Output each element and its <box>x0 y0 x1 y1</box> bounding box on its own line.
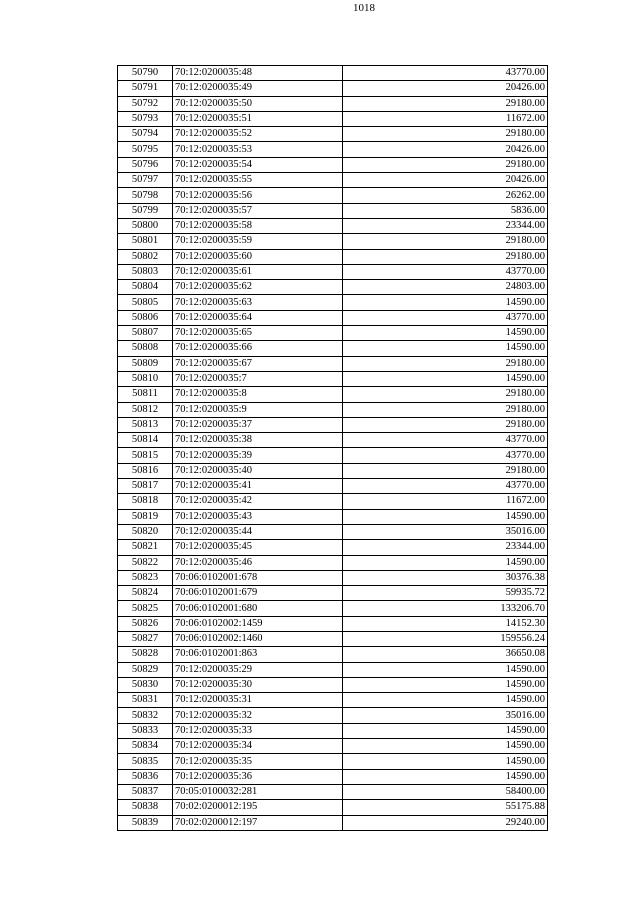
value-cell: 29180.00 <box>343 387 548 402</box>
row-number-cell: 50822 <box>118 555 173 570</box>
cadastral-number-cell: 70:12:0200035:41 <box>173 479 343 494</box>
value-cell: 23344.00 <box>343 218 548 233</box>
row-number-cell: 50836 <box>118 769 173 784</box>
table-row <box>118 739 548 754</box>
cadastral-number-cell: 70:12:0200035:40 <box>173 463 343 478</box>
row-number-cell: 50801 <box>118 234 173 249</box>
value-cell: 23344.00 <box>343 540 548 555</box>
value-cell: 14590.00 <box>343 739 548 754</box>
row-number-cell: 50812 <box>118 402 173 417</box>
row-number-cell: 50810 <box>118 371 173 386</box>
row-number-cell: 50797 <box>118 173 173 188</box>
value-cell: 29180.00 <box>343 356 548 371</box>
table-row <box>118 800 548 815</box>
value-cell: 14590.00 <box>343 769 548 784</box>
value-cell: 43770.00 <box>343 479 548 494</box>
row-number-cell: 50819 <box>118 509 173 524</box>
table-row <box>118 570 548 585</box>
row-number-cell: 50799 <box>118 203 173 218</box>
row-number-cell: 50798 <box>118 188 173 203</box>
row-number-cell: 50808 <box>118 341 173 356</box>
value-cell: 14590.00 <box>343 295 548 310</box>
value-cell: 29180.00 <box>343 463 548 478</box>
row-number-cell: 50824 <box>118 586 173 601</box>
value-cell: 14590.00 <box>343 693 548 708</box>
cadastral-number-cell: 70:12:0200035:53 <box>173 142 343 157</box>
value-cell: 36650.08 <box>343 647 548 662</box>
cadastral-number-cell: 70:12:0200035:37 <box>173 417 343 432</box>
value-cell: 14590.00 <box>343 677 548 692</box>
cadastral-number-cell: 70:06:0102001:678 <box>173 570 343 585</box>
table-row <box>118 815 548 830</box>
cadastral-number-cell: 70:12:0200035:60 <box>173 249 343 264</box>
table-row <box>118 387 548 402</box>
cadastral-number-cell: 70:12:0200035:43 <box>173 509 343 524</box>
table-row <box>118 708 548 723</box>
cadastral-number-cell: 70:12:0200035:29 <box>173 662 343 677</box>
row-number-cell: 50838 <box>118 800 173 815</box>
value-cell: 26262.00 <box>343 188 548 203</box>
row-number-cell: 50818 <box>118 494 173 509</box>
cadastral-number-cell: 70:12:0200035:42 <box>173 494 343 509</box>
value-cell: 59935.72 <box>343 586 548 601</box>
row-number-cell: 50833 <box>118 723 173 738</box>
row-number-cell: 50827 <box>118 631 173 646</box>
table-row <box>118 188 548 203</box>
cadastral-number-cell: 70:12:0200035:54 <box>173 157 343 172</box>
value-cell: 14590.00 <box>343 754 548 769</box>
cadastral-number-cell: 70:12:0200035:59 <box>173 234 343 249</box>
row-number-cell: 50804 <box>118 280 173 295</box>
value-cell: 43770.00 <box>343 66 548 81</box>
value-cell: 11672.00 <box>343 494 548 509</box>
value-cell: 58400.00 <box>343 784 548 799</box>
value-cell: 29180.00 <box>343 96 548 111</box>
value-cell: 14590.00 <box>343 662 548 677</box>
value-cell: 29180.00 <box>343 402 548 417</box>
table-row <box>118 616 548 631</box>
cadastral-number-cell: 70:12:0200035:66 <box>173 341 343 356</box>
cadastral-number-cell: 70:12:0200035:8 <box>173 387 343 402</box>
row-number-cell: 50820 <box>118 524 173 539</box>
page-number: 1018 <box>353 2 375 14</box>
registry-table-body <box>118 66 548 831</box>
cadastral-number-cell: 70:12:0200035:9 <box>173 402 343 417</box>
cadastral-number-cell: 70:12:0200035:64 <box>173 310 343 325</box>
table-row <box>118 524 548 539</box>
value-cell: 5836.00 <box>343 203 548 218</box>
cadastral-number-cell: 70:06:0102001:680 <box>173 601 343 616</box>
row-number-cell: 50816 <box>118 463 173 478</box>
table-row <box>118 280 548 295</box>
value-cell: 24803.00 <box>343 280 548 295</box>
cadastral-number-cell: 70:12:0200035:7 <box>173 371 343 386</box>
row-number-cell: 50792 <box>118 96 173 111</box>
row-number-cell: 50807 <box>118 326 173 341</box>
value-cell: 43770.00 <box>343 264 548 279</box>
table-row <box>118 509 548 524</box>
table-row <box>118 402 548 417</box>
row-number-cell: 50829 <box>118 662 173 677</box>
value-cell: 14152.30 <box>343 616 548 631</box>
cadastral-number-cell: 70:12:0200035:45 <box>173 540 343 555</box>
value-cell: 43770.00 <box>343 310 548 325</box>
cadastral-number-cell: 70:12:0200035:39 <box>173 448 343 463</box>
row-number-cell: 50805 <box>118 295 173 310</box>
cadastral-number-cell: 70:12:0200035:65 <box>173 326 343 341</box>
cadastral-number-cell: 70:12:0200035:31 <box>173 693 343 708</box>
cadastral-number-cell: 70:12:0200035:30 <box>173 677 343 692</box>
cadastral-number-cell: 70:05:0100032:281 <box>173 784 343 799</box>
cadastral-number-cell: 70:12:0200035:56 <box>173 188 343 203</box>
table-row <box>118 111 548 126</box>
cadastral-number-cell: 70:12:0200035:35 <box>173 754 343 769</box>
table-row <box>118 555 548 570</box>
value-cell: 20426.00 <box>343 142 548 157</box>
value-cell: 43770.00 <box>343 433 548 448</box>
row-number-cell: 50802 <box>118 249 173 264</box>
value-cell: 29180.00 <box>343 249 548 264</box>
table-row <box>118 356 548 371</box>
cadastral-number-cell: 70:12:0200035:36 <box>173 769 343 784</box>
row-number-cell: 50839 <box>118 815 173 830</box>
table-row <box>118 693 548 708</box>
table-row <box>118 81 548 96</box>
row-number-cell: 50828 <box>118 647 173 662</box>
value-cell: 35016.00 <box>343 524 548 539</box>
row-number-cell: 50835 <box>118 754 173 769</box>
cadastral-number-cell: 70:12:0200035:57 <box>173 203 343 218</box>
value-cell: 30376.38 <box>343 570 548 585</box>
value-cell: 133206.70 <box>343 601 548 616</box>
cadastral-number-cell: 70:12:0200035:38 <box>173 433 343 448</box>
table-row <box>118 66 548 81</box>
row-number-cell: 50813 <box>118 417 173 432</box>
value-cell: 11672.00 <box>343 111 548 126</box>
table-row <box>118 463 548 478</box>
registry-table <box>117 65 548 831</box>
cadastral-number-cell: 70:12:0200035:34 <box>173 739 343 754</box>
cadastral-number-cell: 70:06:0102002:1460 <box>173 631 343 646</box>
cadastral-number-cell: 70:12:0200035:52 <box>173 127 343 142</box>
row-number-cell: 50806 <box>118 310 173 325</box>
table-row <box>118 371 548 386</box>
row-number-cell: 50814 <box>118 433 173 448</box>
cadastral-number-cell: 70:12:0200035:48 <box>173 66 343 81</box>
table-row <box>118 203 548 218</box>
cadastral-number-cell: 70:12:0200035:62 <box>173 280 343 295</box>
row-number-cell: 50815 <box>118 448 173 463</box>
row-number-cell: 50795 <box>118 142 173 157</box>
row-number-cell: 50830 <box>118 677 173 692</box>
table-row <box>118 723 548 738</box>
cadastral-number-cell: 70:12:0200035:63 <box>173 295 343 310</box>
value-cell: 14590.00 <box>343 509 548 524</box>
cadastral-number-cell: 70:12:0200035:49 <box>173 81 343 96</box>
table-row <box>118 310 548 325</box>
table-row <box>118 494 548 509</box>
table-row <box>118 631 548 646</box>
row-number-cell: 50790 <box>118 66 173 81</box>
value-cell: 14590.00 <box>343 341 548 356</box>
value-cell: 29180.00 <box>343 127 548 142</box>
table-row <box>118 234 548 249</box>
table-row <box>118 601 548 616</box>
value-cell: 55175.88 <box>343 800 548 815</box>
row-number-cell: 50821 <box>118 540 173 555</box>
table-row <box>118 157 548 172</box>
table-row <box>118 142 548 157</box>
cadastral-number-cell: 70:12:0200035:44 <box>173 524 343 539</box>
table-row <box>118 264 548 279</box>
table-row <box>118 433 548 448</box>
row-number-cell: 50794 <box>118 127 173 142</box>
value-cell: 20426.00 <box>343 173 548 188</box>
table-row <box>118 769 548 784</box>
cadastral-number-cell: 70:12:0200035:51 <box>173 111 343 126</box>
cadastral-number-cell: 70:12:0200035:58 <box>173 218 343 233</box>
cadastral-number-cell: 70:12:0200035:46 <box>173 555 343 570</box>
table-row <box>118 96 548 111</box>
row-number-cell: 50803 <box>118 264 173 279</box>
value-cell: 29180.00 <box>343 234 548 249</box>
row-number-cell: 50817 <box>118 479 173 494</box>
table-row <box>118 249 548 264</box>
value-cell: 20426.00 <box>343 81 548 96</box>
row-number-cell: 50834 <box>118 739 173 754</box>
value-cell: 29180.00 <box>343 417 548 432</box>
table-row <box>118 784 548 799</box>
cadastral-number-cell: 70:02:0200012:197 <box>173 815 343 830</box>
value-cell: 29240.00 <box>343 815 548 830</box>
table-row <box>118 218 548 233</box>
cadastral-number-cell: 70:02:0200012:195 <box>173 800 343 815</box>
row-number-cell: 50825 <box>118 601 173 616</box>
table-row <box>118 586 548 601</box>
value-cell: 43770.00 <box>343 448 548 463</box>
table-row <box>118 754 548 769</box>
cadastral-number-cell: 70:06:0102001:679 <box>173 586 343 601</box>
value-cell: 14590.00 <box>343 371 548 386</box>
cadastral-number-cell: 70:12:0200035:50 <box>173 96 343 111</box>
value-cell: 14590.00 <box>343 326 548 341</box>
row-number-cell: 50791 <box>118 81 173 96</box>
cadastral-number-cell: 70:12:0200035:67 <box>173 356 343 371</box>
row-number-cell: 50793 <box>118 111 173 126</box>
table-row <box>118 417 548 432</box>
value-cell: 29180.00 <box>343 157 548 172</box>
table-row <box>118 295 548 310</box>
row-number-cell: 50809 <box>118 356 173 371</box>
value-cell: 14590.00 <box>343 555 548 570</box>
cadastral-number-cell: 70:12:0200035:61 <box>173 264 343 279</box>
row-number-cell: 50811 <box>118 387 173 402</box>
value-cell: 35016.00 <box>343 708 548 723</box>
row-number-cell: 50832 <box>118 708 173 723</box>
table-row <box>118 540 548 555</box>
table-row <box>118 173 548 188</box>
cadastral-number-cell: 70:12:0200035:33 <box>173 723 343 738</box>
cadastral-number-cell: 70:12:0200035:55 <box>173 173 343 188</box>
table-row <box>118 479 548 494</box>
row-number-cell: 50823 <box>118 570 173 585</box>
table-row <box>118 127 548 142</box>
value-cell: 159556.24 <box>343 631 548 646</box>
row-number-cell: 50831 <box>118 693 173 708</box>
table-row <box>118 448 548 463</box>
cadastral-number-cell: 70:06:0102002:1459 <box>173 616 343 631</box>
value-cell: 14590.00 <box>343 723 548 738</box>
table-row <box>118 647 548 662</box>
row-number-cell: 50800 <box>118 218 173 233</box>
table-row <box>118 677 548 692</box>
row-number-cell: 50826 <box>118 616 173 631</box>
table-row <box>118 326 548 341</box>
table-row <box>118 341 548 356</box>
cadastral-number-cell: 70:06:0102001:863 <box>173 647 343 662</box>
row-number-cell: 50837 <box>118 784 173 799</box>
table-row <box>118 662 548 677</box>
row-number-cell: 50796 <box>118 157 173 172</box>
cadastral-number-cell: 70:12:0200035:32 <box>173 708 343 723</box>
